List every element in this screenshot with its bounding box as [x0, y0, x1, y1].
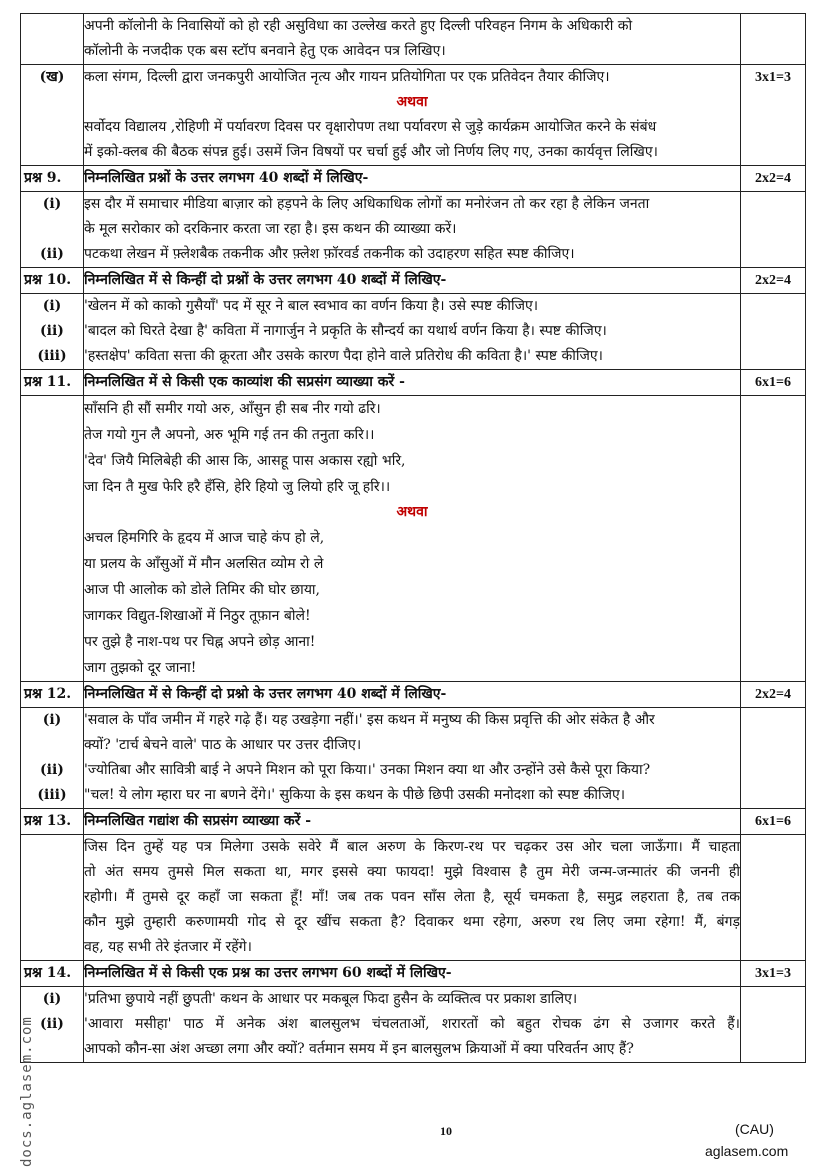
question-number-cell: [21, 294, 84, 370]
marks-cell: [741, 370, 806, 396]
question-text-cell: [84, 192, 741, 268]
question-content-row: [21, 987, 806, 1063]
text-line: 'आवारा मसीहा' पाठ में अनेक अंश बालसुलभ चंचलताओं, शरारतों को बहुत रोचक ढंग से उजागर करते हैं।: [84, 1016, 740, 1032]
sub-question-label: (ii): [40, 246, 64, 262]
text-line: कला संगम, दिल्ली द्वारा जनकपुरी आयोजित नृत्य और गायन प्रतियोगिता पर एक प्रतिवेदन तैयार कीजिए।: [84, 69, 610, 85]
question-text-cell: [84, 370, 741, 396]
text-line: जाग तुझको दूर जाना!: [84, 660, 197, 676]
question-text-cell: [84, 396, 741, 682]
question-instruction: निम्नलिखित प्रश्नों के उत्तर लगभग 40 शब्दों में लिखिए-: [84, 170, 369, 186]
text-line: रहोगी। मैं तुमसे दूर कहाँ जा सकता हूँ! माँ! जब तक पवन साँस लेता है, सूर्य चमकता है, समुद्र लहराता है, तब तक: [84, 889, 740, 905]
question-text-cell: [84, 14, 741, 65]
sub-question-label: [21, 733, 83, 758]
text-line: सर्वोदय विद्यालय ,रोहिणी में पर्यावरण दिवस पर वृक्षारोपण तथा पर्यावरण से जुड़े कार्यक्रम आयोजित करने के संबंध: [84, 119, 657, 135]
text-line: के मूल सरोकार को दरकिनार करता जा रहा है। इस कथन की व्याख्या करें।: [84, 221, 457, 237]
text-line: "चल! ये लोग म्हारा घर ना बणने देंगे।' सुकिया के इस कथन के पीछे छिपी उसकी मनोदशा को स्पष्ट कीजिए।: [84, 787, 626, 803]
text-line: वह, यह सभी तेरे इंतजार में रहेंगे।: [84, 939, 252, 955]
question-text-cell: [84, 961, 741, 987]
text-line: आपको कौन-सा अंश अच्छा लगा और क्यों? वर्तमान समय में इन बालसुलभ क्रियाओं में क्या परिवर्तन आए हैं?: [84, 1041, 634, 1057]
question-paper-page: [20, 13, 806, 1063]
question-text-cell: [84, 166, 741, 192]
question-number-cell: [21, 708, 84, 809]
question-content-row: [21, 835, 806, 961]
question-instruction: निम्नलिखित में से किन्हीं दो प्रश्नो के उत्तर लगभग 40 शब्दों में लिखिए-: [84, 686, 447, 702]
question-instruction: निम्नलिखित में से किसी एक प्रश्न का उत्तर लगभग 60 शब्दों में लिखिए-: [84, 965, 452, 981]
marks-value: 6x1=6: [755, 375, 791, 390]
marks-value: [741, 835, 805, 860]
site-name: aglasem.com: [705, 1143, 789, 1159]
question-header-row: [21, 682, 806, 708]
marks-cell: [741, 987, 806, 1063]
question-number-cell: [21, 961, 84, 987]
text-line: कौन मुझे तुम्हारी करुणामयी गोद से दूर खींच सकता है? दिवाकर थमा रहेगा, अरुण रथ लिए जमा रहेगा! मैं, बंगड़: [84, 914, 740, 930]
sub-question-label: (i): [42, 991, 62, 1007]
question-header-row: [21, 268, 806, 294]
question-number-cell: [21, 682, 84, 708]
question-header-row: [21, 961, 806, 987]
question-table: [20, 13, 806, 1063]
marks-cell: [741, 294, 806, 370]
side-watermark: docs.aglasem.com: [19, 1016, 35, 1167]
text-line: 'ज्योतिबा और सावित्री बाई ने अपने मिशन को पूरा किया।' उनका मिशन क्या था और उन्होंने उसे कैसे पूरा किया?: [84, 762, 651, 778]
sub-question-label: (ii): [40, 762, 64, 778]
text-line: कॉलोनी के नजदीक एक बस स्टॉप बनवाने हेतु एक आवेदन पत्र लिखिए।: [84, 43, 446, 59]
text-line: अचल हिमगिरि के हृदय में आज चाहे कंप हो ले,: [84, 530, 325, 546]
marks-value: 3x1=3: [755, 966, 791, 981]
question-number: प्रश्न 12.: [24, 686, 72, 702]
marks-value: 6x1=6: [755, 814, 791, 829]
marks-cell: [741, 708, 806, 809]
question-number: [21, 14, 83, 39]
marks-cell: [741, 65, 806, 166]
marks-cell: [741, 835, 806, 961]
text-line: 'देव' जियै मिलिबेही की आस कि, आसहू पास अकास रह्यो भरि,: [84, 453, 406, 469]
question-text-cell: [84, 294, 741, 370]
question-number: प्रश्न 11.: [24, 374, 72, 390]
page-number: 10: [440, 1124, 452, 1138]
marks-value: [741, 294, 805, 319]
marks-value: 3x1=3: [755, 70, 791, 85]
marks-value: [741, 708, 805, 733]
question-instruction: निम्नलिखित गद्यांश की सप्रसंग व्याख्या करें -: [84, 813, 312, 829]
marks-value: 2x2=4: [755, 171, 791, 186]
marks-cell: [741, 396, 806, 682]
marks-value: 2x2=4: [755, 687, 791, 702]
question-number: [21, 396, 83, 421]
question-number: (ख): [39, 69, 65, 85]
text-line: आज पी आलोक को डोले तिमिर की घोर छाया,: [84, 582, 321, 598]
marks-cell: [741, 268, 806, 294]
sub-question-label: (ii): [40, 1016, 64, 1032]
paper-code: (CAU): [735, 1121, 774, 1137]
text-line: 'सवाल के पाँव जमीन में गहरे गढ़े हैं। यह उखड़ेगा नहीं।' इस कथन में मनुष्य की किस प्रवृत्ति की ओर संकेत है और: [84, 712, 655, 728]
question-content-row: [21, 14, 806, 65]
question-number-cell: [21, 166, 84, 192]
text-line: तो अंत समय तुमसे मिल सकता था, मगर इससे क्या फायदा! मुझे विश्वास है तुम मेरी जन्म-जन्मातंर की जननी ही: [84, 864, 740, 880]
question-header-row: [21, 809, 806, 835]
question-number: [21, 835, 83, 860]
sub-question-label: [21, 217, 83, 242]
question-number: प्रश्न 14.: [24, 965, 72, 981]
marks-value: [741, 14, 805, 39]
question-number-cell: [21, 192, 84, 268]
question-number-cell: [21, 809, 84, 835]
text-line: 'प्रतिभा छुपाये नहीं छुपती' कथन के आधार पर मकबूल फिदा हुसैन के व्यक्तित्व पर प्रकाश डालिए।: [84, 991, 578, 1007]
question-instruction: निम्नलिखित में से किन्हीं दो प्रश्नों के उत्तर लगभग 40 शब्दों में लिखिए-: [84, 272, 447, 288]
text-line: इस दौर में समाचार मीडिया बाज़ार को हड़पने के लिए अधिकाधिक लोगों का मनोरंजन तो कर रहा है लेकिन जनता: [84, 196, 650, 212]
question-header-row: [21, 166, 806, 192]
question-number: प्रश्न 10.: [24, 272, 72, 288]
question-text-cell: [84, 65, 741, 166]
question-table-body: [21, 14, 806, 1063]
marks-cell: [741, 961, 806, 987]
marks-value: 2x2=4: [755, 273, 791, 288]
question-number-cell: [21, 268, 84, 294]
question-number: प्रश्न 13.: [24, 813, 72, 829]
question-number-cell: [21, 396, 84, 682]
text-line: साँसनि ही सौं समीर गयो अरु, आँसुन ही सब नीर गयो ढरि।: [84, 401, 381, 417]
marks-cell: [741, 682, 806, 708]
question-content-row: [21, 396, 806, 682]
text-line: क्यों? 'टार्च बेचने वाले' पाठ के आधार पर उत्तर दीजिए।: [84, 737, 362, 753]
or-separator: अथवा: [396, 504, 428, 520]
text-line: अपनी कॉलोनी के निवासियों को हो रही असुविधा का उल्लेख करते हुए दिल्ली परिवहन निगम के अधिकारी को: [84, 18, 633, 34]
question-text-cell: [84, 682, 741, 708]
question-content-row: [21, 708, 806, 809]
text-line: 'बादल को घिरते देखा है' कविता में नागार्जुन ने प्रकृति के सौन्दर्य का यथार्थ वर्णन किया है। स्पष्ट कीजिए।: [84, 323, 607, 339]
marks-value: [741, 396, 805, 421]
question-text-cell: [84, 987, 741, 1063]
question-number-cell: [21, 65, 84, 166]
text-line: तेज गयो गुन लै अपनो, अरु भूमि गई तन की तनुता करि।।: [84, 427, 375, 443]
marks-cell: [741, 166, 806, 192]
question-content-row: [21, 65, 806, 166]
question-number-cell: [21, 835, 84, 961]
question-text-cell: [84, 835, 741, 961]
text-line: पटकथा लेखन में फ़्लेशबैक तकनीक और फ़्लेश फ़ॉरवर्ड तकनीक को उदाहरण सहित स्पष्ट कीजिए।: [84, 246, 575, 262]
sub-question-label: (iii): [37, 787, 67, 803]
marks-cell: [741, 14, 806, 65]
sub-question-label: (i): [42, 196, 62, 212]
text-line: 'खेलन में को काको गुसैयाँ' पद में सूर ने बाल स्वभाव का वर्णन किया है। उसे स्पष्ट कीजिए।: [84, 298, 539, 314]
question-header-row: [21, 370, 806, 396]
question-text-cell: [84, 268, 741, 294]
question-content-row: [21, 192, 806, 268]
sub-question-label: (i): [42, 298, 62, 314]
question-content-row: [21, 294, 806, 370]
text-line: या प्रलय के आँसुओं में मौन अलसित व्योम रो ले: [84, 556, 324, 572]
text-line: पर तुझे है नाश-पथ पर चिह्न अपने छोड़ आना!: [84, 634, 316, 650]
question-instruction: निम्नलिखित में से किसी एक काव्यांश की सप्रसंग व्याख्या करें -: [84, 374, 405, 390]
question-number-cell: [21, 14, 84, 65]
sub-question-label: (i): [42, 712, 62, 728]
marks-value: [741, 192, 805, 217]
sub-question-label: (iii): [37, 348, 67, 364]
sub-question-label: (ii): [40, 323, 64, 339]
question-text-cell: [84, 708, 741, 809]
question-text-cell: [84, 809, 741, 835]
text-line: जागकर विद्युत-शिखाओं में निठुर तूफ़ान बोले!: [84, 608, 311, 624]
text-line: जा दिन तै मुख फेरि हरै हँसि, हेरि हियो जु लियो हरि जू हरि।।: [84, 479, 391, 495]
marks-cell: [741, 192, 806, 268]
text-line: 'हस्तक्षेप' कविता सत्ता की क्रूरता और उसके कारण पैदा होने वाले प्रतिरोध की कविता है।' स्पष्ट कीजिए।: [84, 348, 603, 364]
marks-cell: [741, 809, 806, 835]
text-line: जिस दिन तुम्हें यह पत्र मिलेगा उसके सवेरे मैं बाल अरुण के किरण-रथ पर चढ़कर उस ओर चला जाऊँगा। मैं चाहता: [84, 839, 740, 855]
marks-value: [741, 987, 805, 1012]
text-line: में इको-क्लब की बैठक संपन्न हुई। उसमें जिन विषयों पर चर्चा हुई और जो निर्णय लिए गए, उनका कार्यवृत्त लिखिए।: [84, 144, 658, 160]
or-separator: अथवा: [396, 94, 428, 110]
question-number: प्रश्न 9.: [24, 170, 62, 186]
question-number-cell: [21, 370, 84, 396]
